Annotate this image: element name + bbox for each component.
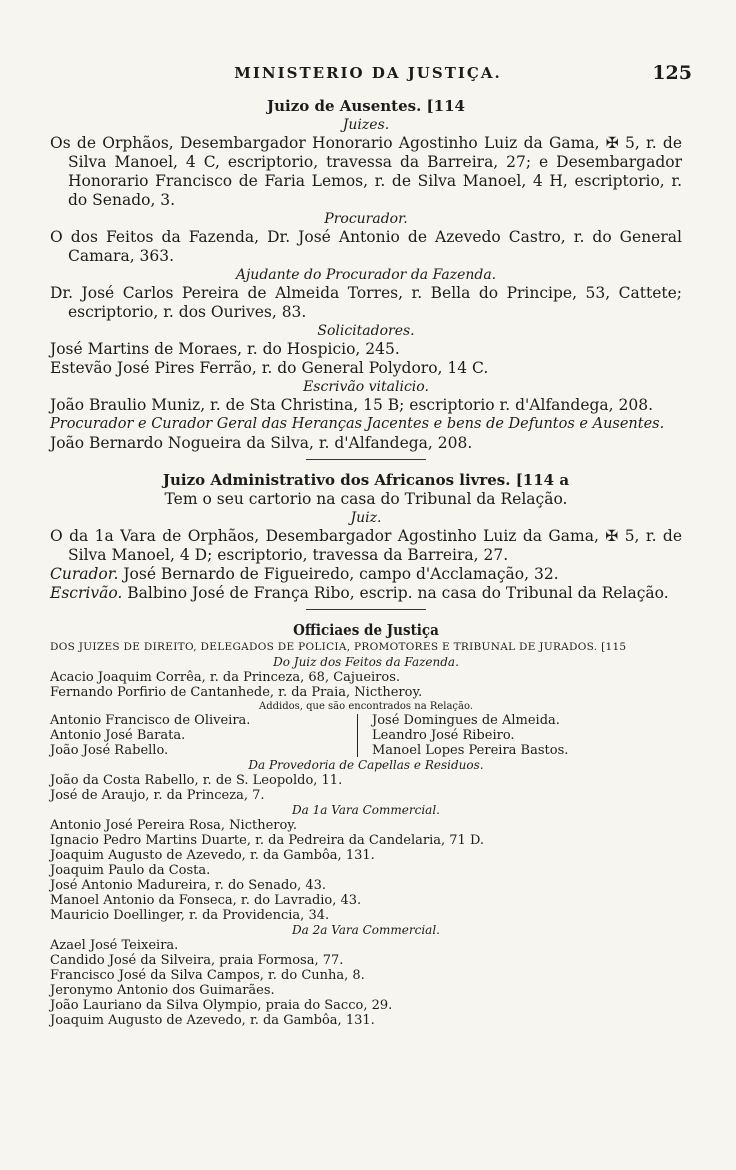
section-divider — [306, 459, 426, 460]
curador-geral-entry: João Bernardo Nogueira da Silva, r. d'Alfandega, 208. — [50, 434, 473, 452]
solicitadores-heading: Solicitadores. — [317, 323, 415, 339]
ajudante-heading: Ajudante do Procurador da Fazenda. — [235, 267, 497, 283]
addidos-left-column — [50, 713, 355, 758]
list-item: Antonio José Pereira Rosa, Nictheroy. — [50, 818, 298, 833]
section-divider — [306, 609, 426, 610]
list-item: João Lauriano da Silva Olympio, praia do Sacco, 29. — [50, 998, 393, 1013]
vara1-heading: Da 1a Vara Commercial. — [292, 803, 440, 817]
list-item: Antonio Francisco de Oliveira. — [50, 713, 251, 728]
list-item: Joaquim Augusto de Azevedo, r. da Gambôa, 131. — [50, 1013, 375, 1028]
list-item: Fernando Porfirio de Cantanhede, r. da Praia, Nictheroy. — [50, 685, 423, 700]
escrivao-heading: Escrivão vitalicio. — [303, 379, 429, 395]
list-item: Joaquim Paulo da Costa. — [50, 863, 211, 878]
curador-label: Curador. — [50, 565, 119, 583]
page-number: 125 — [652, 62, 692, 84]
list-item: Azael José Teixeira. — [50, 938, 179, 953]
column-divider — [357, 714, 358, 757]
list-item: Candido José da Silveira, praia Formosa, 77. — [50, 953, 344, 968]
list-item: Joaquim Augusto de Azevedo, r. da Gambôa, 131. — [50, 848, 375, 863]
list-item: João José Rabello. — [50, 743, 169, 758]
solicitador-entry: José Martins de Moraes, r. do Hospicio, 245. — [50, 340, 400, 358]
addidos-heading: Addidos, que são encontrados na Relação. — [258, 701, 474, 712]
list-item: Acacio Joaquim Corrêa, r. da Princeza, 68, Cajueiros. — [50, 670, 401, 685]
list-item: Antonio José Barata. — [50, 728, 186, 743]
page-body — [50, 96, 682, 1028]
list-item: José Domingues de Almeida. — [372, 713, 560, 728]
addidos-right-column — [372, 713, 568, 758]
juiz-heading: Juiz. — [350, 510, 382, 526]
cartorio-note: Tem o seu cartorio na casa do Tribunal da Relação. — [164, 490, 568, 508]
section-title-africanos: Juizo Administrativo dos Africanos livres. [114 a — [162, 471, 570, 489]
feitos-heading: Do Juiz dos Feitos da Fazenda. — [273, 655, 459, 669]
curador-text: José Bernardo de Figueiredo, campo d'Acclamação, 32. — [123, 565, 559, 583]
running-header — [50, 62, 692, 90]
officiaes-subtitle: DOS JUIZES DE DIREITO, DELEGADOS DE POLICIA, PROMOTORES E TRIBUNAL DE JURADOS. [115 — [50, 641, 627, 653]
section-title-ausentes: Juizo de Ausentes. [114 — [267, 97, 465, 115]
list-item: Ignacio Pedro Martins Duarte, r. da Pedreira da Candelaria, 71 D. — [50, 833, 485, 848]
curador-entry — [50, 565, 682, 584]
list-item: José Antonio Madureira, r. do Senado, 43. — [50, 878, 327, 893]
list-item: João da Costa Rabello, r. de S. Leopoldo, 11. — [50, 773, 343, 788]
escrivao-africanos-text: Balbino José de França Ribo, escrip. na casa do Tribunal da Relação. — [127, 584, 669, 602]
running-title: MINISTERIO DA JUSTIÇA. — [234, 64, 502, 82]
procurador-paragraph: O dos Feitos da Fazenda, Dr. José Antonio de Azevedo Castro, r. do General Camara, 363. — [50, 228, 682, 265]
escrivao-africanos-entry — [50, 584, 682, 603]
procurador-heading: Procurador. — [324, 211, 408, 227]
list-item: Manoel Lopes Pereira Bastos. — [372, 743, 569, 758]
curador-geral-heading: Procurador e Curador Geral das Heranças Jacentes e bens de Defuntos e Ausentes. — [50, 416, 665, 432]
juizes-heading: Juizes. — [342, 117, 390, 133]
list-item: Manoel Antonio da Fonseca, r. do Lavradio, 43. — [50, 893, 362, 908]
list-item: Mauricio Doellinger, r. da Providencia, 34. — [50, 908, 330, 923]
vara2-heading: Da 2a Vara Commercial. — [292, 923, 440, 937]
juiz-paragraph: O da 1a Vara de Orphãos, Desembargador Agostinho Luiz da Gama, ✠ 5, r. de Silva Manoel, 4 D; escriptorio, travessa da Barreira, 27. — [50, 527, 682, 564]
escrivao-label: Escrivão. — [50, 584, 123, 602]
solicitador-entry: Estevão José Pires Ferrão, r. do General Polydoro, 14 C. — [50, 359, 489, 377]
list-item: José de Araujo, r. da Princeza, 7. — [50, 788, 265, 803]
list-item: Leandro José Ribeiro. — [372, 728, 515, 743]
juizes-paragraph: Os de Orphãos, Desembargador Honorario Agostinho Luiz da Gama, ✠ 5, r. de Silva Manoel, 4 C, escriptorio, travessa da Barreira, 27; e Desembargador Honorario Francisco de Faria Lemos, r. de Silva Manoel, 4 H, escriptorio, r. do Senado, 3. — [50, 134, 682, 209]
list-item: Francisco José da Silva Campos, r. do Cunha, 8. — [50, 968, 365, 983]
ajudante-paragraph: Dr. José Carlos Pereira de Almeida Torres, r. Bella do Principe, 53, Cattete; escriptorio, r. dos Ourives, 83. — [50, 284, 682, 321]
list-item: Jeronymo Antonio dos Guimarães. — [50, 983, 275, 998]
provedoria-heading: Da Provedoria de Capellas e Residuos. — [248, 758, 484, 772]
addidos-columns — [50, 713, 682, 758]
escrivao-entry: João Braulio Muniz, r. de Sta Christina, 15 B; escriptorio r. d'Alfandega, 208. — [50, 396, 654, 414]
section-title-officiaes: Officiaes de Justiça — [293, 621, 439, 639]
